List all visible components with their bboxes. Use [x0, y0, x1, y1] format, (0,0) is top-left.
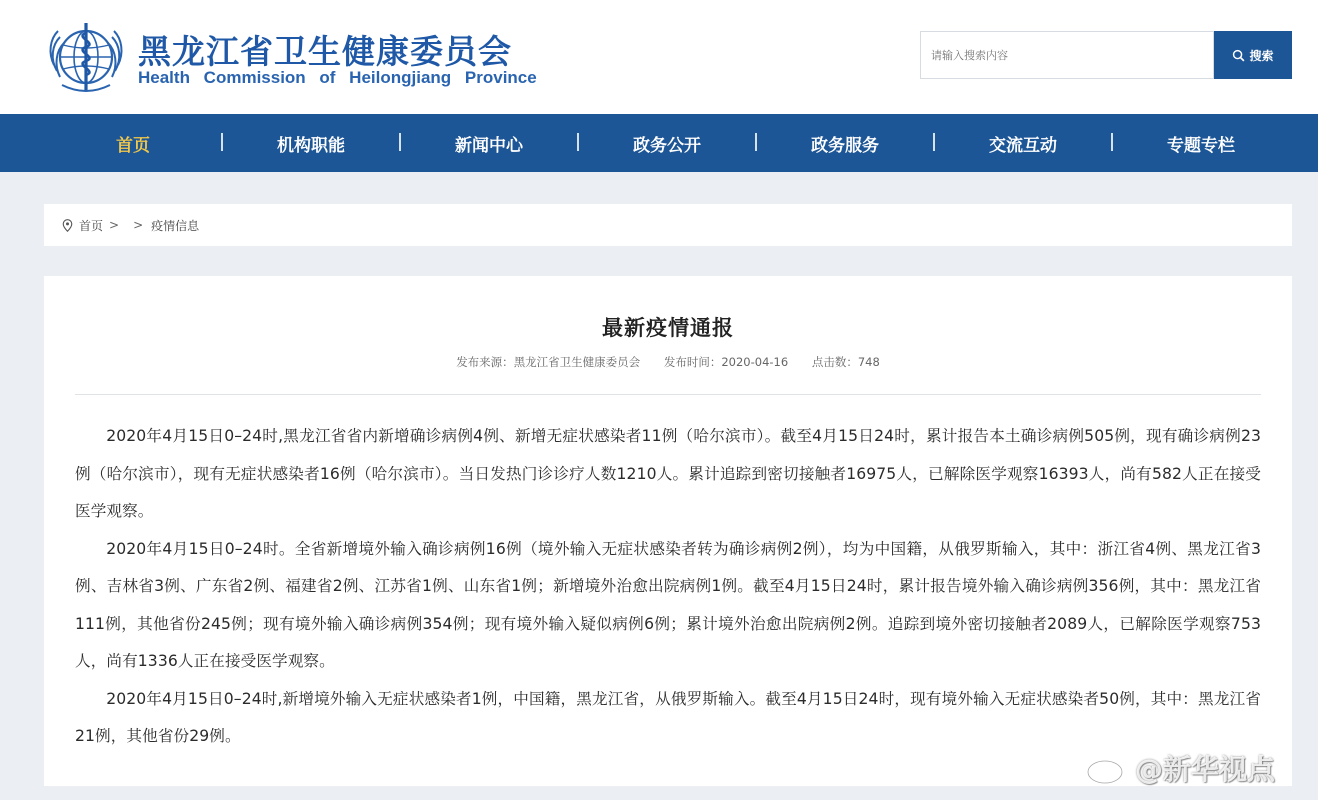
search-button[interactable] — [1214, 31, 1292, 79]
meta-source-value: 黑龙江省卫生健康委员会 — [513, 355, 641, 369]
article-paragraph: 2020年4月15日0–24时,新增境外输入无症状感染者1例，中国籍，黑龙江省，从俄罗斯输入。截至4月15日24时，现有境外输入无症状感染者50例，其中：黑龙江省21例，其他省份29例。 — [75, 689, 1261, 745]
nav-item-government-services[interactable]: 政务服务 — [811, 135, 879, 156]
main-nav — [0, 114, 1318, 172]
nav-item-government-affairs[interactable]: 政务公开 — [633, 135, 701, 156]
meta-source — [456, 355, 640, 369]
article-panel — [44, 276, 1292, 786]
meta-clicks-value: 748 — [857, 355, 880, 369]
breadcrumb-separator: > — [109, 218, 120, 232]
article-meta — [44, 354, 1292, 370]
article-divider — [75, 394, 1261, 395]
weibo-watermark — [1085, 748, 1275, 788]
nav-divider — [1111, 133, 1113, 151]
site-header — [0, 0, 1318, 114]
nav-divider — [577, 133, 579, 151]
article-title: 最新疫情通报 — [602, 316, 734, 340]
nav-item-functions[interactable]: 机构职能 — [277, 135, 345, 156]
search-input[interactable] — [920, 31, 1214, 79]
nav-divider — [933, 133, 935, 151]
article-paragraph: 2020年4月15日0–24时。全省新增境外输入确诊病例16例（境外输入无症状感染者转为确诊病例2例），均为中国籍，从俄罗斯输入，其中：浙江省4例、黑龙江省3例、吉林省3例、广东省2例、福建省2例、江苏省1例、山东省1例；新增境外治愈出院病例1例。截至4月15日24时，累计报告境外输入确诊病例356例，其中：黑龙江省111例，其他省份245例；现有境外输入确诊病例354例；现有境外输入疑似病例6例；累计境外治愈出院病例2例。追踪到境外密切接触者2089人，已解除医学观察753人，尚有1336人正在接受医学观察。 — [75, 539, 1261, 670]
weibo-icon — [1085, 751, 1131, 785]
breadcrumb-home[interactable]: 首页 — [79, 218, 104, 233]
nav-divider — [755, 133, 757, 151]
nav-item-special-topics[interactable]: 专题专栏 — [1167, 135, 1235, 156]
who-emblem-icon[interactable] — [44, 15, 128, 99]
article-paragraph: 2020年4月15日0–24时,黑龙江省省内新增确诊病例4例、新增无症状感染者11例（哈尔滨市）。截至4月15日24时，累计报告本土确诊病例505例，现有确诊病例23例（哈尔滨市），现有无症状感染者16例（哈尔滨市）。当日发热门诊诊疗人数1210人。累计追踪到密切接触者16975人，已解除医学观察16393人，尚有582人正在接受医学观察。 — [75, 427, 1261, 520]
search-button-label: 搜索 — [1249, 48, 1274, 63]
meta-time — [664, 355, 788, 369]
meta-time-label: 发布时间： — [663, 355, 722, 369]
nav-item-interaction[interactable]: 交流互动 — [989, 135, 1057, 156]
nav-divider — [221, 133, 223, 151]
meta-clicks-label: 点击数： — [811, 355, 858, 369]
location-pin-icon — [62, 219, 73, 232]
site-subtitle: Health Commission of Heilongjiang Province — [138, 68, 537, 87]
nav-item-news[interactable]: 新闻中心 — [455, 135, 523, 156]
nav-divider — [399, 133, 401, 151]
search-icon — [1232, 49, 1245, 62]
meta-time-value: 2020-04-16 — [721, 355, 789, 369]
meta-source-label: 发布来源： — [456, 355, 514, 369]
nav-item-home[interactable]: 首页 — [116, 135, 150, 156]
weibo-watermark-text: @新华视点 — [1135, 753, 1276, 786]
breadcrumb-current[interactable]: 疫情信息 — [151, 218, 200, 233]
breadcrumb-separator: > — [133, 218, 144, 232]
meta-clicks — [812, 355, 880, 369]
article-body — [75, 418, 1261, 756]
breadcrumb — [44, 204, 1292, 246]
site-title: 黑龙江省卫生健康委员会 — [138, 32, 512, 71]
